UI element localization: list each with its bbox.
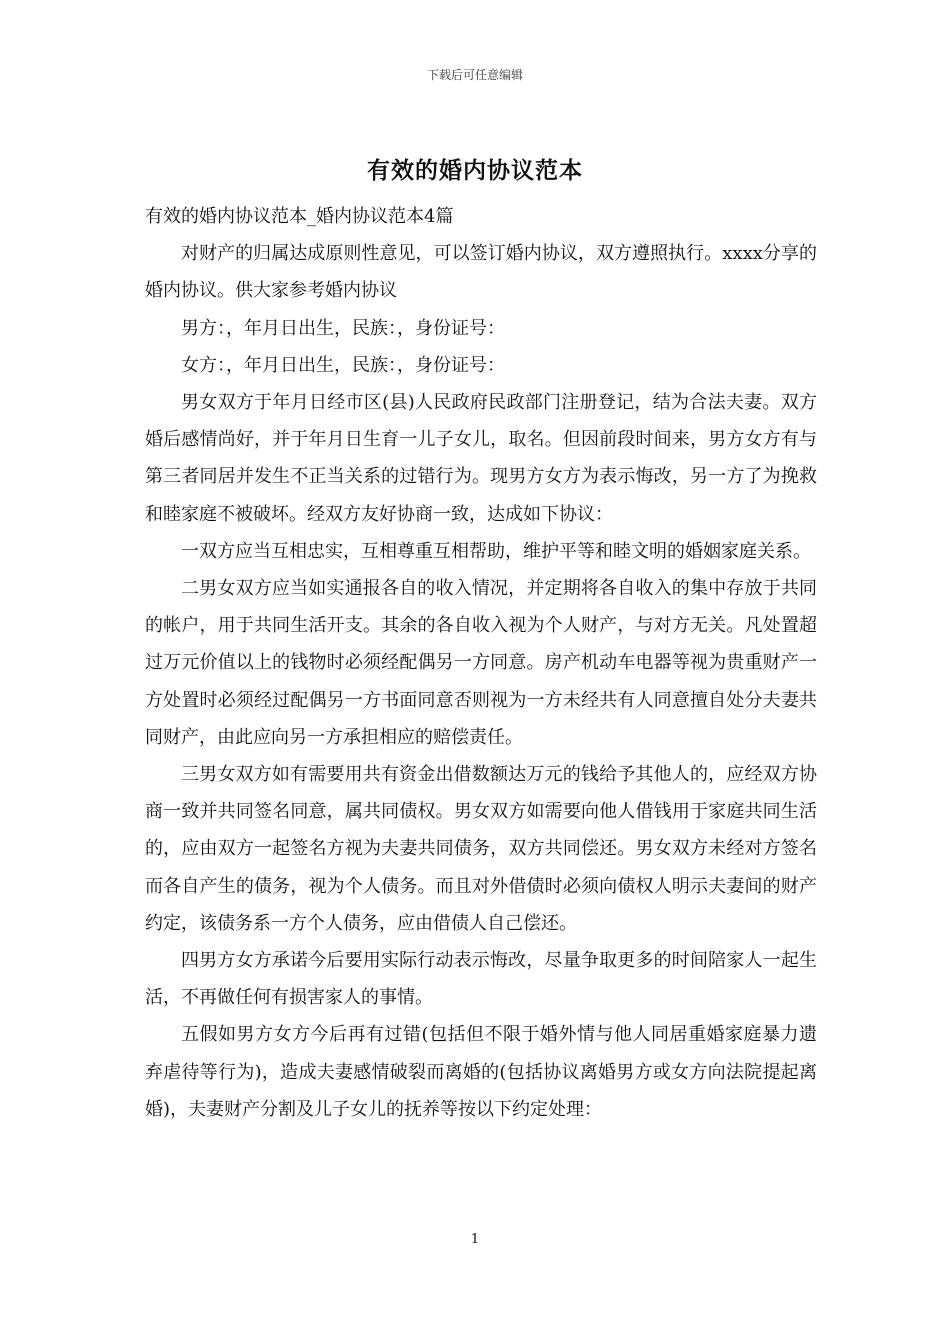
paragraph-intro: 对财产的归属达成原则性意见，可以签订婚内协议，双方遵照执行。xxxx分享的婚内协议。供大家参考婚内协议: [145, 243, 817, 302]
document-title: 有效的婚内协议范本: [367, 157, 583, 184]
paragraph-clause-3: 三男女双方如有需要用共有资金出借数额达万元的钱给予其他人的，应经双方协商一致并共同签名同意，属共同债权。男女双方如需要向他人借钱用于家庭共同生活的，应由双方一起签名方视为夫妻共同债务，双方共同偿还。男女双方未经对方签名而各自产生的债务，视为个人债务。而且对外借债时必须向债权人明示夫妻间的财产约定，该债务系一方个人债务，应由借债人自己偿还。: [145, 764, 817, 934]
paragraph-wife-info: 女方：，年月日出生，民族：，身份证号：: [181, 354, 505, 376]
header-note: 下载后可任意编辑: [426, 68, 523, 82]
paragraph-clause-4: 四男方女方承诺今后要用实际行动表示悔改，尽量争取更多的时间陪家人一起生活，不再做任何有损害家人的事情。: [145, 950, 817, 1009]
page-number: 1: [470, 1232, 480, 1247]
document-body: [145, 198, 817, 1128]
paragraph-clause-2: 二男女双方应当如实通报各自的收入情况，并定期将各自收入的集中存放于共同的帐户，用于共同生活开支。其余的各自收入视为个人财产，与对方无关。凡处置超过万元价值以上的钱物时必须经配偶另一方同意。房产机动车电器等视为贵重财产一方处置时必须经过配偶另一方书面同意否则视为一方未经共有人同意擅自处分夫妻共同财产，由此应向另一方承担相应的赔偿责任。: [145, 578, 817, 748]
paragraph-clause-5: 五假如男方女方今后再有过错(包括但不限于婚外情与他人同居重婚家庭暴力遗弃虐待等行为)，造成夫妻感情破裂而离婚的(包括协议离婚男方或女方向法院提起离婚)，夫妻财产分割及儿子女儿的抚养等按以下约定处理：: [145, 1024, 817, 1120]
paragraph-background: 男女双方于年月日经市区(县)人民政府民政部门注册登记，结为合法夫妻。双方婚后感情尚好，并于年月日生育一儿子女儿，取名。但因前段时间来，男方女方有与第三者同居并发生不正当关系的过错行为。现男方女方为表示悔改，另一方了为挽救和睦家庭不被破坏。经双方友好协商一致，达成如下协议：: [145, 392, 817, 525]
paragraph-husband-info: 男方：，年月日出生，民族：，身份证号：: [181, 317, 505, 339]
paragraph-clause-1: 一双方应当互相忠实，互相尊重互相帮助，维护平等和睦文明的婚姻家庭关系。: [181, 540, 811, 562]
document-subtitle: 有效的婚内协议范本_婚内协议范本4篇: [145, 206, 454, 227]
